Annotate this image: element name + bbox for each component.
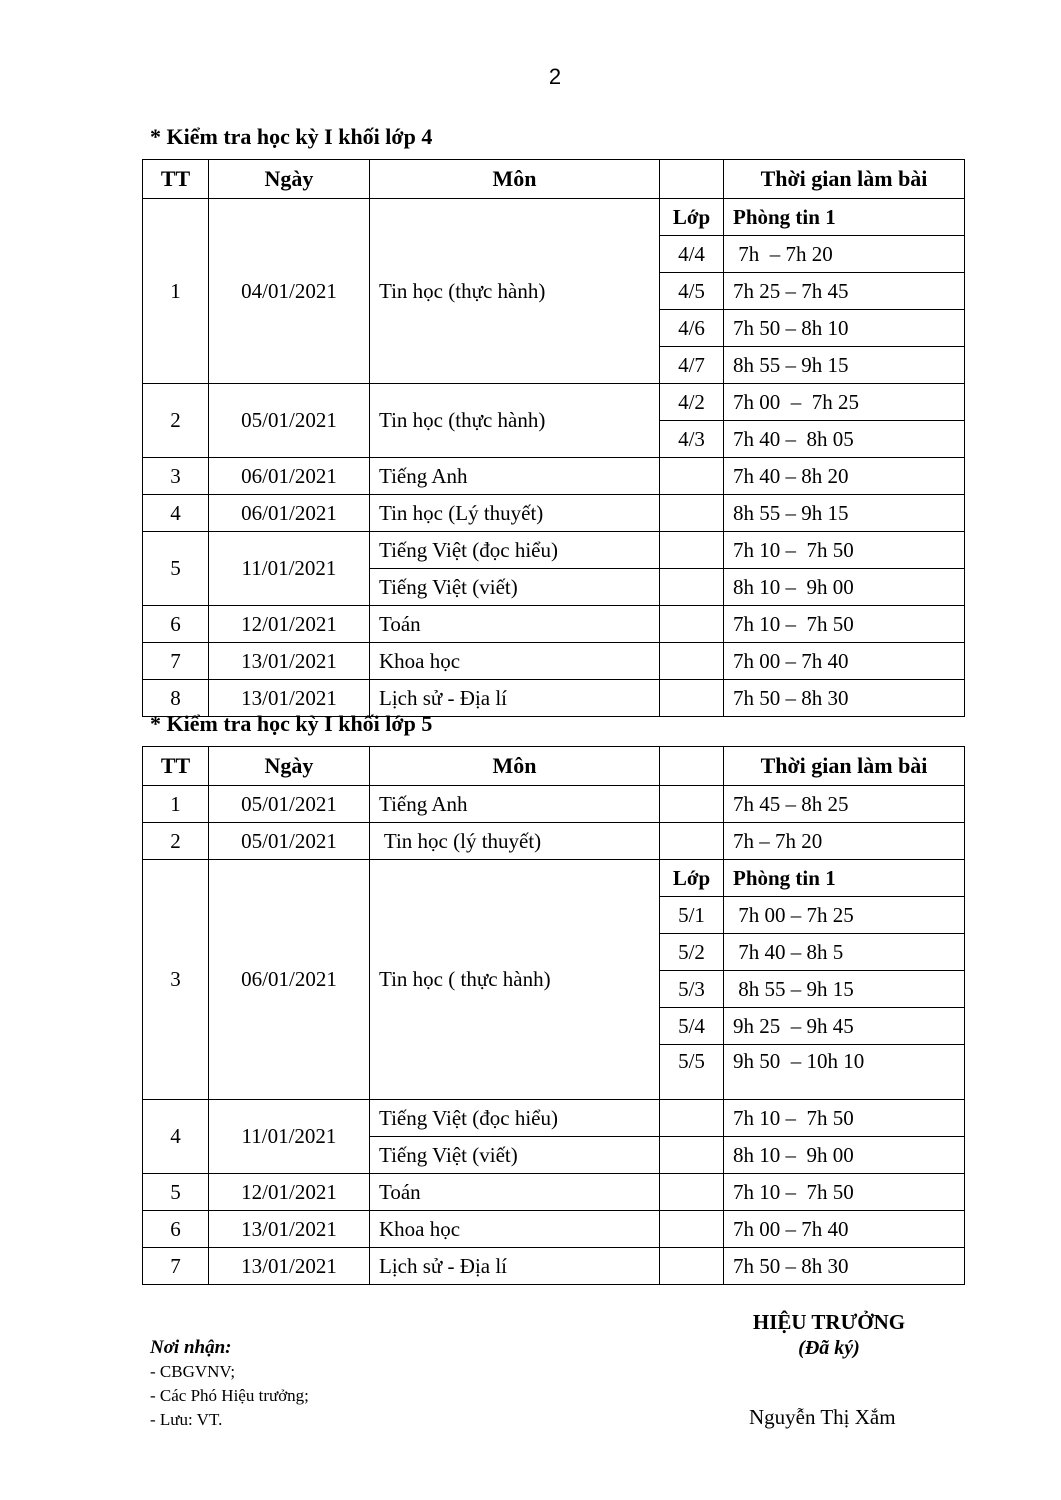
schedule-table-grade-5 [142,746,965,1285]
header-subject: Môn [370,747,660,786]
cell-date: 11/01/2021 [209,1100,370,1174]
cell-subject: Tiếng Anh [370,786,660,823]
signature-note: (Đã ký) [798,1337,860,1359]
cell-date: 12/01/2021 [209,606,370,643]
header-date: Ngày [209,160,370,199]
cell-class: 5/5 [660,1045,724,1100]
cell-class: 5/1 [660,897,724,934]
cell-tt: 7 [143,1248,209,1285]
cell-tt: 5 [143,1174,209,1211]
cell-class: 4/6 [660,310,724,347]
cell-class-header: Lớp [660,199,724,236]
cell-class-empty [660,786,724,823]
cell-class-empty [660,495,724,532]
cell-subject: Tiếng Việt (đọc hiểu) [370,532,660,569]
table-row [143,1248,965,1285]
table-row [143,495,965,532]
header-tt: TT [143,160,209,199]
page-number: 2 [548,64,562,89]
table-row [143,786,965,823]
table-header-row [143,160,965,199]
section-title-grade-4: * Kiểm tra học kỳ I khối lớp 4 [150,124,433,149]
table-row [143,458,965,495]
cell-tt: 5 [143,532,209,606]
table-row [143,606,965,643]
cell-class-empty [660,1100,724,1137]
cell-date: 05/01/2021 [209,786,370,823]
table-header-row [143,747,965,786]
cell-subject: Toán [370,606,660,643]
cell-subject: Tiếng Việt (viết) [370,1137,660,1174]
cell-class-empty [660,680,724,717]
cell-time: 7h 25 – 7h 45 [724,273,965,310]
table-row [143,1174,965,1211]
cell-subject: Tin học ( thực hành) [370,860,660,1100]
cell-class: 4/2 [660,384,724,421]
cell-time: 9h 25 – 9h 45 [724,1008,965,1045]
cell-subject: Tin học (thực hành) [370,199,660,384]
cell-time: 7h 50 – 8h 10 [724,310,965,347]
cell-class: 4/5 [660,273,724,310]
cell-time: 7h 10 – 7h 50 [724,606,965,643]
cell-class-header: Lớp [660,860,724,897]
table-row [143,1100,965,1137]
header-time: Thời gian làm bài [724,160,965,199]
cell-time: 9h 50 – 10h 10 [724,1045,965,1100]
cell-time: 8h 55 – 9h 15 [724,495,965,532]
recipient-item: - Các Phó Hiệu trưởng; [150,1386,309,1405]
cell-class: 4/7 [660,347,724,384]
cell-time: 7h 40 – 8h 05 [724,421,965,458]
cell-date: 05/01/2021 [209,823,370,860]
cell-time: 8h 55 – 9h 15 [724,347,965,384]
header-blank [660,160,724,199]
cell-subject: Khoa học [370,643,660,680]
cell-subject: Lịch sử - Địa lí [370,1248,660,1285]
header-time: Thời gian làm bài [724,747,965,786]
cell-time: 7h 10 – 7h 50 [724,532,965,569]
recipients-title: Nơi nhận: [150,1337,232,1358]
cell-tt: 1 [143,786,209,823]
cell-class-empty [660,532,724,569]
cell-class-empty [660,569,724,606]
table-row [143,532,965,569]
section-title-grade-5: * Kiểm tra học kỳ I khối lớp 5 [150,711,433,736]
cell-time: 7h 00 – 7h 40 [724,1211,965,1248]
cell-class-empty [660,643,724,680]
cell-date: 05/01/2021 [209,384,370,458]
cell-room-header: Phòng tin 1 [724,860,965,897]
cell-date: 06/01/2021 [209,458,370,495]
signature-title: HIỆU TRƯỞNG [752,1310,906,1334]
cell-date: 13/01/2021 [209,643,370,680]
cell-tt: 8 [143,680,209,717]
cell-tt: 2 [143,823,209,860]
cell-date: 06/01/2021 [209,860,370,1100]
cell-time: 7h 10 – 7h 50 [724,1100,965,1137]
cell-time: 7h 50 – 8h 30 [724,680,965,717]
cell-subject: Tin học (lý thuyết) [370,823,660,860]
cell-time: 8h 10 – 9h 00 [724,569,965,606]
header-tt: TT [143,747,209,786]
table-row [143,823,965,860]
cell-time: 7h 00 – 7h 25 [724,897,965,934]
cell-class-empty [660,606,724,643]
cell-date: 13/01/2021 [209,680,370,717]
cell-subject: Tin học (Lý thuyết) [370,495,660,532]
cell-class: 4/4 [660,236,724,273]
cell-subject: Toán [370,1174,660,1211]
cell-time: 7h 50 – 8h 30 [724,1248,965,1285]
cell-room-header: Phòng tin 1 [724,199,965,236]
cell-class-empty [660,458,724,495]
cell-class-empty [660,1137,724,1174]
cell-subject: Tin học (thực hành) [370,384,660,458]
cell-time: 7h 40 – 8h 20 [724,458,965,495]
cell-subject: Tiếng Việt (đọc hiểu) [370,1100,660,1137]
cell-date: 11/01/2021 [209,532,370,606]
cell-time: 7h 45 – 8h 25 [724,786,965,823]
cell-time: 8h 10 – 9h 00 [724,1137,965,1174]
cell-class-empty [660,1174,724,1211]
cell-subject: Tiếng Việt (viết) [370,569,660,606]
cell-date: 12/01/2021 [209,1174,370,1211]
cell-class: 5/3 [660,971,724,1008]
cell-date: 04/01/2021 [209,199,370,384]
cell-time: 7h – 7h 20 [724,823,965,860]
cell-class: 4/3 [660,421,724,458]
cell-tt: 3 [143,458,209,495]
cell-tt: 7 [143,643,209,680]
cell-time: 7h – 7h 20 [724,236,965,273]
signature-name: Nguyễn Thị Xắm [749,1405,896,1429]
header-subject: Môn [370,160,660,199]
cell-class: 5/4 [660,1008,724,1045]
table-row [143,643,965,680]
cell-subject: Khoa học [370,1211,660,1248]
recipient-item: - Lưu: VT. [150,1410,223,1429]
cell-tt: 4 [143,495,209,532]
cell-date: 06/01/2021 [209,495,370,532]
table-row [143,199,965,236]
schedule-table-grade-4 [142,159,965,717]
cell-time: 7h 00 – 7h 25 [724,384,965,421]
table-row [143,384,965,421]
cell-class-empty [660,823,724,860]
cell-subject: Lịch sử - Địa lí [370,680,660,717]
cell-class: 5/2 [660,934,724,971]
cell-time: 7h 40 – 8h 5 [724,934,965,971]
cell-subject: Tiếng Anh [370,458,660,495]
cell-tt: 4 [143,1100,209,1174]
cell-tt: 3 [143,860,209,1100]
recipient-item: - CBGVNV; [150,1362,236,1381]
cell-time: 7h 00 – 7h 40 [724,643,965,680]
cell-time: 8h 55 – 9h 15 [724,971,965,1008]
cell-tt: 2 [143,384,209,458]
cell-date: 13/01/2021 [209,1248,370,1285]
cell-tt: 1 [143,199,209,384]
cell-time: 7h 10 – 7h 50 [724,1174,965,1211]
header-blank [660,747,724,786]
table-row [143,1211,965,1248]
table-row [143,860,965,897]
cell-tt: 6 [143,606,209,643]
header-date: Ngày [209,747,370,786]
cell-class-empty [660,1211,724,1248]
cell-tt: 6 [143,1211,209,1248]
cell-date: 13/01/2021 [209,1211,370,1248]
cell-class-empty [660,1248,724,1285]
